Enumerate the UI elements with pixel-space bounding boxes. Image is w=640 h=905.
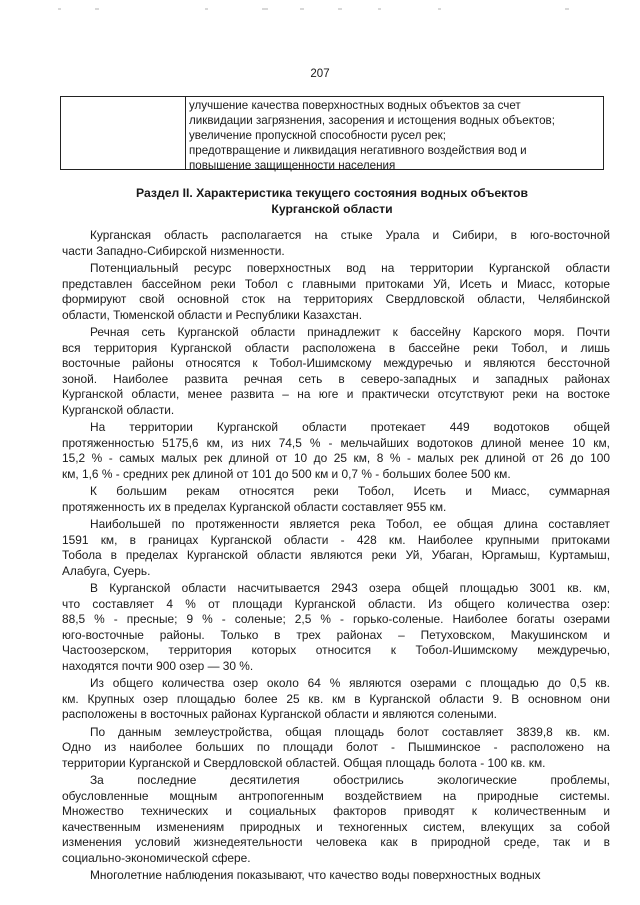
body-paragraph bbox=[62, 773, 610, 866]
paragraph-line: Курганской области. bbox=[62, 402, 175, 417]
table-cell-line: ликвидации загрязнения, засорения и истощения водных объектов; bbox=[189, 114, 555, 127]
body-paragraph bbox=[62, 517, 610, 579]
paragraph-line: восточные районы относятся к Тобол-Ишимскому междуречью и являются бессточной bbox=[62, 356, 610, 370]
table-column-divider bbox=[185, 97, 186, 169]
body-paragraph bbox=[62, 261, 610, 323]
paragraph-line: По данным землеустройства, общая площадь болот составляет 3839,8 кв. км. bbox=[90, 724, 610, 739]
paragraph-line: Из общего количества озер около 64 % являются озерами с площадью до 0,5 кв. bbox=[90, 676, 610, 690]
page-number: 207 bbox=[310, 68, 330, 80]
body-paragraph bbox=[62, 325, 610, 418]
paragraph-line: обусловленные мощным антропогенным воздействием на природные системы. bbox=[62, 788, 610, 803]
paragraph-line: Многолетние наблюдения показывают, что качество воды поверхностных водных bbox=[90, 868, 541, 882]
table-cell-line: увеличение пропускной способности русел рек; bbox=[189, 129, 446, 142]
paragraph-line: протяженностью 5175,6 км, из них 74,5 % - мельчайших водотоков длиной менее 10 км, bbox=[62, 435, 610, 450]
section-title-line: Курганской области bbox=[271, 201, 393, 216]
paragraph-line: социально-экономической сфере. bbox=[62, 850, 251, 865]
body-text bbox=[62, 228, 610, 886]
table-cell-goals bbox=[189, 98, 599, 173]
paragraph-line: части Западно-Сибирской низменности. bbox=[62, 243, 285, 258]
paragraph-line: К большим рекам относятся реки Тобол, Исеть и Миасс, суммарная bbox=[90, 484, 610, 498]
table-cell-line: повышение защищенности населения bbox=[189, 159, 396, 172]
body-paragraph bbox=[62, 581, 610, 674]
paragraph-line: км. Крупных озер площадью более 25 кв. км в Курганской области 9. В основном они bbox=[62, 691, 610, 706]
paragraph-line: представлен бассейном реки Тобол с главными притоками Уй, Исеть и Миасс, которые bbox=[62, 276, 610, 291]
paragraph-line: качественным изменениям природных и техногенных систем, влекущих за собой bbox=[62, 819, 610, 834]
paragraph-line: 1591 км, в границах Курганской области - 428 км. Наиболее крупными притоками bbox=[62, 532, 610, 547]
paragraph-line: За последние десятилетия обострились экологические проблемы, bbox=[90, 773, 610, 787]
paragraph-line: 88,5 % - пресные; 9 % - соленые; 2,5 % - горько-соленые. Наиболее богаты озерами bbox=[62, 612, 610, 626]
body-paragraph bbox=[62, 724, 610, 772]
paragraph-line: юго-восточные районы. Только в трех районах – Петуховском, Макушинском и bbox=[62, 627, 610, 642]
paragraph-line: В Курганской области насчитывается 2943 озера общей площадью 3001 кв. км, bbox=[90, 581, 610, 595]
body-paragraph bbox=[62, 676, 610, 723]
body-paragraph bbox=[62, 228, 610, 259]
body-paragraph bbox=[62, 420, 610, 482]
paragraph-line: что составляет 4 % от площади Курганской области. Из общего количества озер: bbox=[62, 596, 610, 611]
paragraph-line: Одно из наиболее больших по площади болот - Пышминское - расположено на bbox=[62, 740, 610, 754]
body-paragraph bbox=[62, 484, 610, 515]
paragraph-line: расположены в восточных районах Курганской области и являются солеными. bbox=[62, 707, 497, 721]
table-cell-line: предотвращение и ликвидация негативного воздействия вод и bbox=[189, 144, 527, 157]
paragraph-line: 15,2 % - самых малых рек длиной от 10 до 25 км, 8 % - малых рек длиной от 26 до 100 bbox=[62, 451, 610, 465]
paragraph-line: Речная сеть Курганской области принадлежит к бассейну Карского моря. Почти bbox=[90, 325, 610, 339]
paragraph-line: км, 1,6 % - средних рек длиной от 101 до 500 км и 0,7 % - больших более 500 км. bbox=[62, 466, 511, 481]
paragraph-line: находятся почти 900 озер — 30 %. bbox=[62, 658, 254, 673]
paragraph-line: Тобола в пределах Курганской области являются реки Уй, Убаган, Юргамыш, Куртамыш, bbox=[62, 548, 610, 562]
paragraph-line: территории Курганской и Свердловской областей. Общая площадь болота - 100 кв. км. bbox=[62, 755, 546, 770]
paragraph-line: изменения условий жизнедеятельности человека как в природной среде, так и в bbox=[62, 835, 610, 849]
paragraph-line: протяженность их в пределах Курганской области составляет 955 км. bbox=[62, 499, 447, 514]
scan-artifact-strip bbox=[0, 6, 640, 12]
section-title-line: Раздел II. Характеристика текущего состояния водных объектов bbox=[136, 186, 528, 200]
body-paragraph bbox=[90, 868, 610, 884]
paragraph-line: Множество технических и социальных факторов приводят к количественным и bbox=[62, 804, 610, 818]
paragraph-line: формируют свой основной сток на территориях Свердловской области, Челябинской bbox=[62, 292, 610, 306]
paragraph-line: области, Тюменской области и Республики Казахстан. bbox=[62, 307, 363, 322]
paragraph-line: Курганская область располагается на стыке Урала и Сибири, в юго-восточной bbox=[90, 228, 610, 242]
goals-table bbox=[60, 96, 604, 170]
paragraph-line: На территории Курганской области протекает 449 водотоков общей bbox=[90, 420, 610, 434]
paragraph-line: Частоозерском, территория которых относится к Тобол-Ишимскому междуречью, bbox=[62, 643, 610, 657]
paragraph-line: зоной. Наиболее развита речная сеть в северо-западных и западных районах bbox=[62, 371, 610, 386]
paragraph-line: вся территория Курганской области расположена в бассейне реки Тобол, и лишь bbox=[62, 340, 610, 355]
section-title bbox=[60, 186, 604, 217]
table-cell-line: улучшение качества поверхностных водных объектов за счет bbox=[189, 99, 521, 112]
paragraph-line: Алабуга, Суерь. bbox=[62, 563, 151, 578]
paragraph-line: Потенциальный ресурс поверхностных вод на территории Курганской области bbox=[90, 261, 610, 275]
paragraph-line: Наибольшей по протяженности является река Тобол, ее общая длина составляет bbox=[90, 517, 610, 531]
paragraph-line: Курганской области, менее развита – на юге и практически отсутствуют реки на востоке bbox=[62, 387, 610, 401]
